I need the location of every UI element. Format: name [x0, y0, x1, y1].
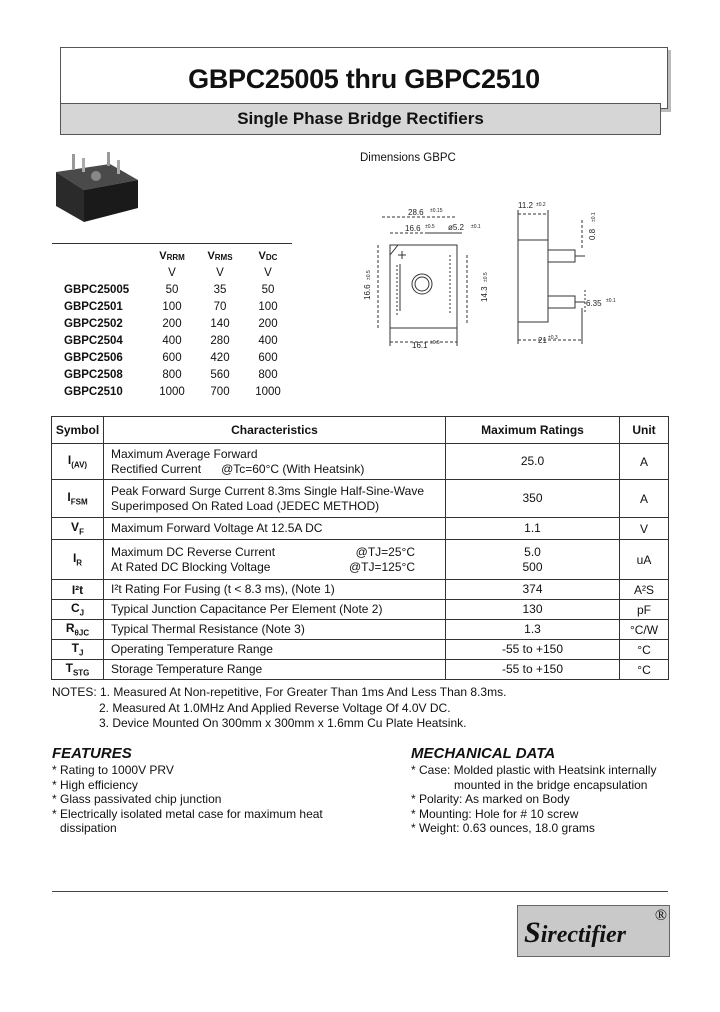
tol-28-6: ±0.15: [430, 208, 443, 214]
header-characteristics: Characteristics: [104, 417, 446, 444]
table-row: $I_{(AV)}$ Maximum Average Forward Rectified Current @Tc=60°C (With Heatsink) 25.0 A: [52, 444, 669, 480]
table-row: GBPC2504 400 280 400: [64, 334, 278, 347]
component-photo: [52, 150, 142, 225]
table-row: GBPC2510 1000 700 1000: [64, 385, 281, 398]
list-item: * Weight: 0.63 ounces, 18.0 grams: [411, 821, 595, 835]
list-item: * Mounting: Hole for # 10 screw: [411, 806, 579, 821]
dim-6-35: 6.35: [586, 299, 602, 308]
selection-top-rule: [52, 243, 292, 244]
header-vrrm: $V_{RRM}$: [159, 249, 185, 262]
table-row: $T_{STG}$ Storage Temperature Range -55 to +150 °C: [52, 660, 669, 680]
table-row: $I_R$ Maximum DC Reverse Current @TJ=25°C At Rated DC Blocking Voltage @TJ=125°C 5.0 500 uA: [52, 540, 669, 580]
tol-14-3: ±0.5: [483, 272, 489, 282]
page-subtitle: Single Phase Bridge Rectifiers: [237, 109, 484, 128]
selection-table: [52, 243, 292, 400]
table-row: $C_J$ Typical Junction Capacitance Per Element (Note 2) 130 pF: [52, 600, 669, 620]
table-row: GBPC2508 800 560 800: [64, 368, 278, 381]
tol-hole: ±0.1: [471, 224, 481, 230]
page-title: GBPC25005 thru GBPC2510: [188, 64, 540, 94]
header-vdc: $V_{DC}$: [258, 249, 278, 262]
dimension-drawing: [350, 200, 620, 355]
tol-11-2: ±0.2: [536, 202, 546, 208]
header-unit: Unit: [620, 417, 669, 444]
tol-16-1: ±0.5: [430, 340, 440, 346]
title-box: [60, 47, 668, 109]
header-symbol: Symbol: [52, 417, 104, 444]
dim-28-6: 28.6: [408, 208, 424, 217]
subtitle-bar: [60, 103, 661, 135]
note-3: 3. Device Mounted On 300mm x 300mm x 1.6mm Cu Plate Heatsink.: [99, 716, 467, 730]
dim-14-3: 14.3: [480, 286, 489, 302]
ratings-table: [51, 416, 669, 680]
table-row: I²t I²t Rating For Fusing (t < 8.3 ms), (Note 1) 374 A²S: [52, 580, 669, 600]
dim-0-8: 0.8: [588, 228, 597, 240]
dim-hole-diameter: ø5.2: [448, 223, 465, 232]
bottom-divider: [52, 891, 668, 892]
table-row: $I_{FSM}$ Peak Forward Surge Current 8.3ms Single Half-Sine-Wave Superimposed On Rated Load (JEDEC METHOD) 350 A: [52, 480, 669, 518]
tol-16-6v: ±0.5: [366, 270, 372, 280]
features-section: [52, 745, 323, 836]
selection-header: [52, 247, 292, 264]
list-item: * Case: Molded plastic with Heatsink internally: [411, 763, 657, 777]
list-item: * Polarity: As marked on Body: [411, 792, 570, 806]
tol-16-6: ±0.5: [425, 224, 435, 230]
note-1: NOTES: 1. Measured At Non-repetitive, For Greater Than 1ms And Less Than 8.3ms.: [52, 685, 507, 699]
list-item: dissipation: [60, 821, 117, 835]
mechanical-heading: MECHANICAL DATA: [411, 745, 556, 762]
list-item: * High efficiency: [52, 777, 138, 792]
notes: [52, 685, 506, 732]
dim-16-6: 16.6: [405, 224, 421, 233]
dim-16-6-vertical: 16.6: [363, 284, 372, 300]
registered-mark: ®: [654, 907, 667, 924]
table-row: GBPC2501 100 70 100: [64, 300, 278, 313]
header-max-ratings: Maximum Ratings: [446, 417, 620, 444]
table-row: GBPC25005 50 35 50: [64, 283, 275, 296]
mechanical-section: [411, 745, 656, 836]
table-row: $T_J$ Operating Temperature Range -55 to +150 °C: [52, 640, 669, 660]
sirectifier-logo: Sirectifier ®: [517, 905, 670, 957]
table-row: $V_F$ Maximum Forward Voltage At 12.5A DC 1.1 V: [52, 518, 669, 540]
ratings-header-row: [52, 417, 669, 444]
dim-16-1: 16.1: [412, 341, 428, 350]
dim-11-2: 11.2: [518, 201, 533, 210]
list-item: * Glass passivated chip junction: [52, 792, 222, 806]
tol-21: ±0.3: [548, 335, 558, 341]
note-2: 2. Measured At 1.0MHz And Applied Reverse Voltage Of 4.0V DC.: [99, 700, 451, 715]
dim-21: 21: [538, 336, 547, 345]
selection-units: V V V: [168, 266, 272, 279]
tol-6-35: ±0.1: [606, 298, 616, 304]
features-heading: FEATURES: [52, 745, 132, 762]
list-item: * Electrically isolated metal case for maximum heat: [52, 806, 323, 821]
table-row: GBPC2506 600 420 600: [64, 351, 278, 364]
tol-0-8: ±0.1: [591, 212, 597, 222]
list-item: * Rating to 1000V PRV: [52, 763, 174, 777]
table-row: GBPC2502 200 140 200: [64, 317, 278, 330]
dimensions-label: Dimensions GBPC: [360, 152, 456, 164]
table-row: $R_{\theta JC}$ Typical Thermal Resistance (Note 3) 1.3 °C/W: [52, 620, 669, 640]
header-vrms: $V_{RMS}$: [207, 249, 233, 262]
list-item: mounted in the bridge encapsulation: [454, 777, 648, 792]
